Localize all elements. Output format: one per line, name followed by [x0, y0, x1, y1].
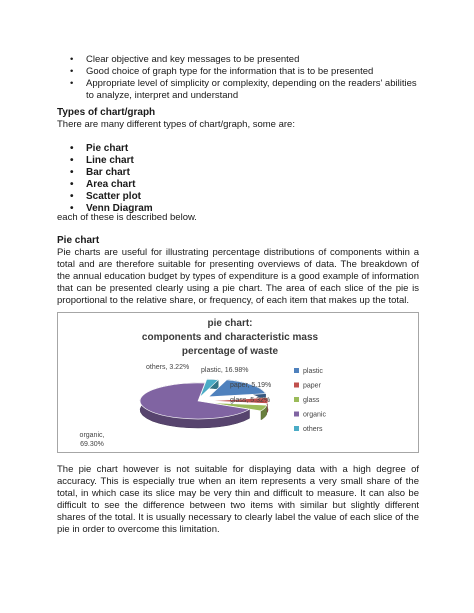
legend-swatch-plastic — [294, 368, 299, 373]
chart-type-item: • Bar chart — [57, 167, 153, 179]
chart-title-line: percentage of waste — [181, 346, 279, 357]
data-label-plastic: plastic, 16.98% — [201, 367, 249, 374]
chart-type-item: • Venn Diagram — [57, 203, 153, 215]
legend-swatch-paper — [294, 383, 299, 388]
closing-paragraph: The pie chart however is not suitable for displaying data with a high degree of accuracy. This is especially true when an item represents a very small share of the total, in which case its slice may be very thin and difficult to measure. It can also be difficult to see the difference between two items with similar but slightly different shares of the total. It is usually necessary to clearly label the value of each slice of the pie in order to overcome this limitation. — [57, 464, 419, 535]
legend-label-others: others — [303, 426, 323, 433]
pie-chart-figure — [57, 312, 419, 453]
types-outro-text: each of these is described below. — [57, 212, 197, 223]
pie-chart-paragraph: Pie charts are useful for illustrating percentage distributions of components within a total and are therefore suitable for presenting overviews of data. The breakdown of the annual education budget by types of expenditure is a good example of information that can be presented clearly using a pie chart. The area of each slice of the pie is proportional to the relative share, or frequency, of each item that makes up the total. — [57, 247, 419, 306]
types-heading: Types of chart/graph — [57, 107, 156, 118]
legend-label-glass: glass — [303, 397, 320, 404]
data-label-organic-value: 69.30% — [80, 441, 104, 448]
chart-type-item: • Line chart — [57, 155, 153, 167]
legend-label-plastic: plastic — [303, 368, 323, 375]
chart-types-list — [57, 143, 153, 215]
legend-swatch-glass — [294, 397, 299, 402]
types-intro-text: There are many different types of chart/graph, some are: — [57, 119, 295, 130]
chart-title-line: pie chart: — [207, 318, 253, 329]
legend-swatch-organic — [294, 412, 299, 417]
chart-title-line: components and characteristic mass — [141, 332, 319, 343]
data-label-paper: paper, 5.19% — [230, 382, 272, 389]
pie-chart-heading: Pie chart — [57, 235, 100, 246]
chart-type-item: • Pie chart — [57, 143, 153, 155]
data-label-glass: glass, 5.32% — [230, 397, 271, 404]
legend-label-paper: paper — [303, 382, 321, 390]
chart-type-item: • Area chart — [57, 179, 153, 191]
chart-type-item: • Scatter plot — [57, 191, 153, 203]
legend-swatch-others — [294, 426, 299, 431]
data-label-organic: organic, — [79, 432, 105, 439]
intro-bullet-list — [57, 54, 419, 102]
legend-label-organic: organic — [303, 411, 326, 419]
intro-bullet: • Good choice of graph type for the information that is to be presented — [57, 66, 419, 78]
intro-bullet: • Appropriate level of simplicity or complexity, depending on the readers' abilities to analyze, interpret and understand — [57, 78, 419, 102]
pie-chart-svg — [58, 313, 418, 452]
data-label-others: others, 3.22% — [146, 364, 190, 371]
intro-bullet: • Clear objective and key messages to be presented — [57, 54, 419, 66]
